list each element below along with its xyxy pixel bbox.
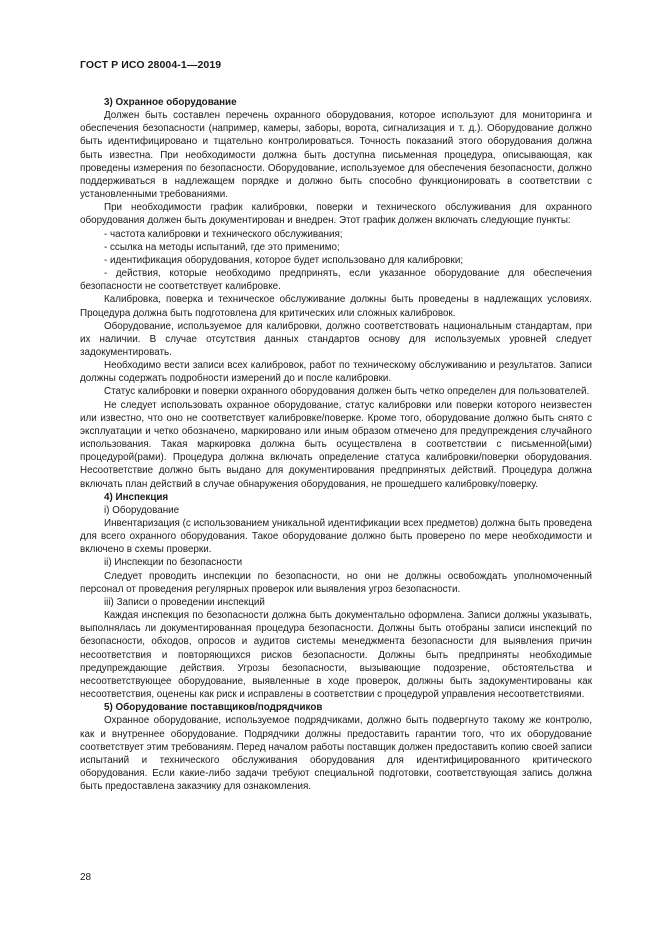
list-item: - идентификация оборудования, которое будет использовано для калибровки; <box>104 254 464 266</box>
paragraph: Калибровка, поверка и техническое обслуживание должны быть проведены в надлежащих условиях. Процедура должна быть подготовлена для критических или сложных калибровок. <box>80 294 592 319</box>
page-number: 28 <box>80 872 92 883</box>
paragraph: Необходимо вести записи всех калибровок, работ по техническому обслуживанию и результатов. Записи должны содержать подробности измерений до и после калибровки. <box>80 360 592 385</box>
section-5-heading: 5) Оборудование поставщиков/подрядчиков <box>104 702 323 714</box>
paragraph: Каждая инспекция по безопасности должна быть документально оформлена. Записи должны указывать, выполнялась ли документированная процедура безопасности. Должны быть отобраны записи инспекций по безопасности, обходов, опросов и аудитов системы менеджмента безопасности для выявления причин несоответствия и повторяющихся рисков безопасности. Должны быть предприняты необходимые предупреждающие действия. Угрозы безопасности, вызывающие подозрение, обстоятельства и несоответствующее оборудование, выявленные в ходе проверок, должны быть задокументированы как несоответствия, оценены как риск и исправлены в соответствии с процедурой управления несоответствиями. <box>80 610 592 701</box>
paragraph: Следует проводить инспекции по безопасности, но они не должны освобождать уполномоченный персонал от проведения регулярных проверок или выявления угроз безопасности. <box>80 570 592 595</box>
section-3-heading: 3) Охранное оборудование <box>104 97 237 108</box>
list-item: - ссылка на методы испытаний, где это применимо; <box>104 241 340 253</box>
paragraph: Охранное оборудование, используемое подрядчиками, должно быть подвергнуто такому же контролю, как и внутреннее оборудование. Подрядчики должны предоставить гарантии того, что их оборудование соответствует этим требованиям. Перед началом работы поставщик должен предоставить копию своей записи испытаний и технического обслуживания оборудования для идентифицированного критического оборудования. Если какие-либо задачи требуют специальной подготовки, соответствующая запись должна быть предоставлена заказчику для ознакомления. <box>80 715 592 793</box>
paragraph: Оборудование, используемое для калибровки, должно соответствовать национальным стандартам, при их наличии. В случае отсутствия данных стандартов основу для используемых уровней следует задокументировать. <box>80 320 592 358</box>
paragraph: Инвентаризация (с использованием уникальной идентификации всех предметов) должна быть проведена для всего охранного оборудования. Такое оборудование должно быть проверено по мере необходимости и включено в схемы проверки. <box>80 518 592 556</box>
paragraph: При необходимости график калибровки, поверки и технического обслуживания для охранного оборудования должен быть документирован и внедрен. Этот график должен включать следующие пункты: <box>80 202 592 227</box>
list-item: - действия, которые необходимо предпринять, если указанное оборудование для обеспечения безопасности не соответствует калибровке. <box>80 268 592 293</box>
subsection-heading: ii) Инспекции по безопасности <box>104 557 243 569</box>
list-item: - частота калибровки и технического обслуживания; <box>104 228 343 240</box>
subsection-heading: i) Оборудование <box>104 504 180 516</box>
paragraph: Статус калибровки и поверки охранного оборудования должен быть четко определен для пользователей. <box>104 386 590 398</box>
paragraph: Не следует использовать охранное оборудование, статус калибровки или поверки которого неизвестен или известно, что оно не соответствует калибровке/поверке. Кроме того, оборудование должно быть снято с эксплуатации и четко обозначено, маркировано или иным образом отмечено для предупреждения случайного использования. Такая маркировка должна быть осуществлена в соответствии с письменной(ыми) процедурой(рами). Процедура должна включать определение статуса калибровки/поверки оборудования. Несоответствие должно быть выдано для документирования предпринятых действий. Процедура должна включать план действий в случае обнаружения оборудования, не прошедшего калибровку/поверку. <box>80 399 592 490</box>
subsection-heading: iii) Записи о проведении инспекций <box>104 596 265 608</box>
paragraph: Должен быть составлен перечень охранного оборудования, которое используют для мониторинга и обеспечения безопасности (например, камеры, заборы, ворота, сигнализация и т. д.). Оборудование должно быть идентифицировано и тщательно контролироваться. Точность показаний этого оборудования должна быть известна. При необходимости должна быть доступна письменная процедура, описывающая, как проведены измерения по безопасности. Оборудование, используемое для обеспечения безопасности, должно поддерживаться в надлежащем порядке и должно быть способно функционировать в соответствии с установленными требованиями. <box>80 110 592 201</box>
document-body <box>80 96 592 793</box>
section-4-heading: 4) Инспекция <box>104 491 169 503</box>
document-header: ГОСТ Р ИСО 28004-1—2019 <box>80 59 222 71</box>
